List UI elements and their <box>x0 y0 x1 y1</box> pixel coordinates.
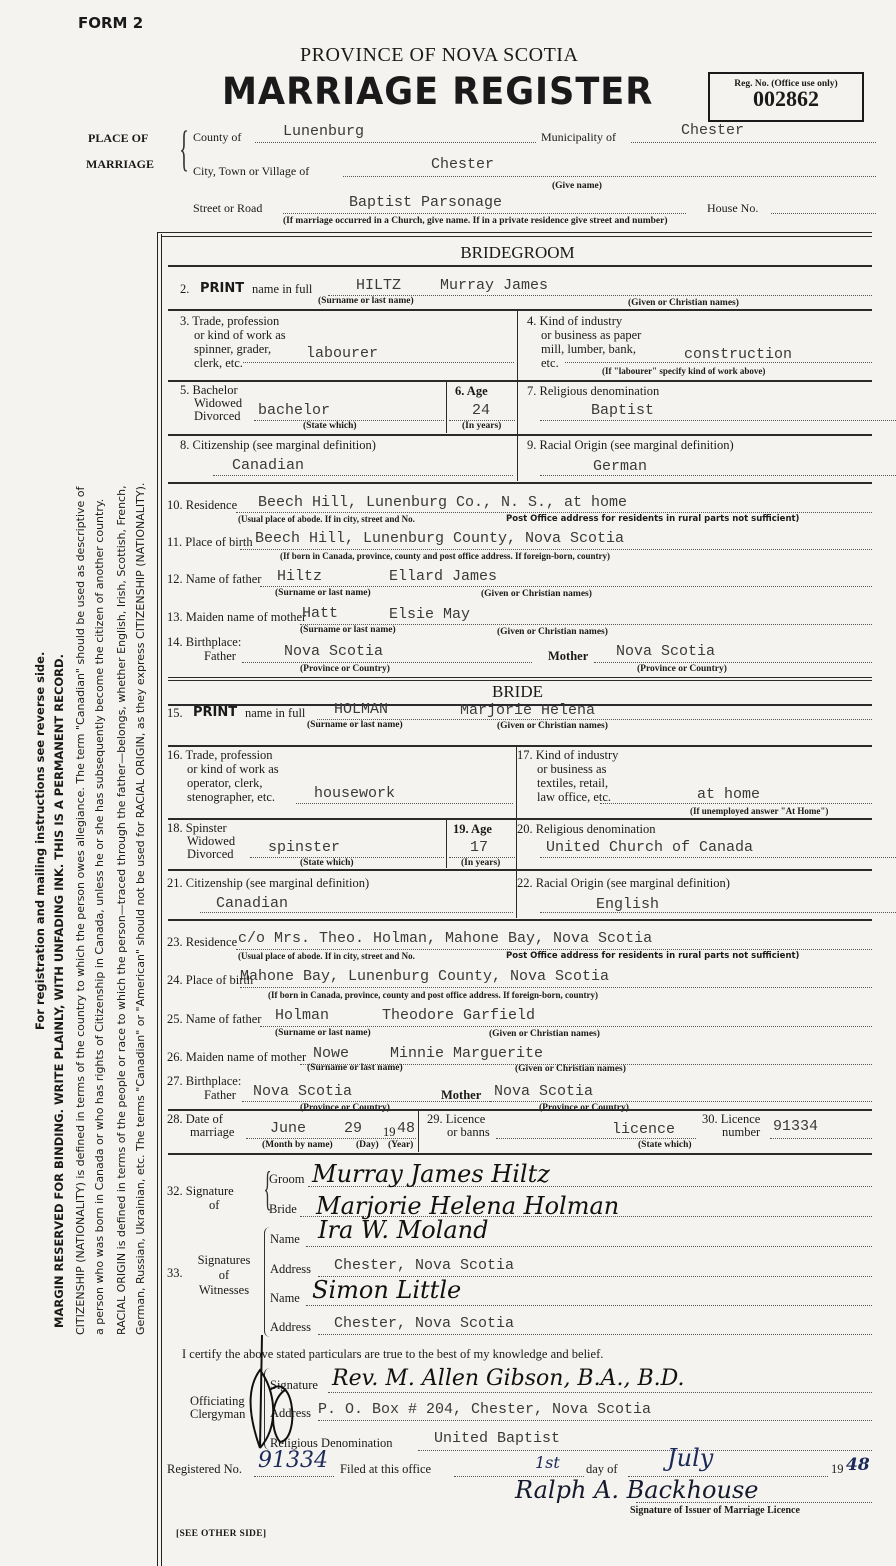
birth-hint: (If born in Canada, province, county and post office address. If foreign-born, country) <box>280 551 611 561</box>
field-number: 2. <box>180 282 190 296</box>
place-of-label: PLACE OF <box>88 131 149 145</box>
clergy-address-label: Address <box>270 1406 311 1420</box>
province-hint: (Province or Country) <box>300 664 390 674</box>
groom-trade: labourer <box>306 345 379 362</box>
bride-heading: BRIDE <box>492 682 543 701</box>
surname-hint: (Surname or last name) <box>307 720 403 730</box>
groom-mother-label: 13. Maiden name of mother <box>167 610 307 624</box>
groom-name-label: name in full <box>252 282 313 296</box>
county-label: County of <box>193 130 242 144</box>
municipality-value: Chester <box>681 122 745 139</box>
given-hint: (Given or Christian names) <box>489 1029 600 1039</box>
margin-citizenship-def-2: a person who was born in Canada or who has rights of Citizenship in Canada, unless he or she has subsequently become the citizen of another country. <box>93 498 106 1335</box>
surname-hint: (Surname or last name) <box>300 625 396 635</box>
marriage-year-prefix: 19 <box>383 1125 396 1139</box>
margin-citizenship-def-1: CITIZENSHIP (NATIONALITY) is defined in terms of the country to which the person owes allegiance. The term "Canadian" should be used as descriptive of <box>74 486 87 1335</box>
birth-hint: (If born in Canada, province, county and post office address. If foreign-born, country) <box>268 990 599 1000</box>
city-row <box>193 156 876 178</box>
groom-father-label: 12. Name of father <box>167 572 262 586</box>
given-hint: (Given or Christian names) <box>515 1064 626 1074</box>
groom-trade-label: 3. Trade, profession or kind of work as spinner, grader, clerk, etc. <box>180 314 286 370</box>
street-row <box>193 194 876 215</box>
groom-age: 24 <box>472 402 491 419</box>
bride-religion-label: 20. Religious denomination <box>517 822 656 836</box>
page-title: MARRIAGE REGISTER <box>222 70 654 113</box>
clergy-address <box>272 1401 651 1418</box>
witness1-address: Chester, Nova Scotia <box>334 1257 515 1274</box>
licence-banns-label: 29. Licence or banns <box>427 1112 490 1139</box>
bride-marital-status: spinster <box>268 839 341 856</box>
groom-age-label: 6. Age <box>455 384 488 398</box>
groom-marital-status: bachelor <box>258 402 331 419</box>
witness1-address-label: Address <box>270 1262 311 1276</box>
bride-father-surname: Holman <box>275 1007 330 1024</box>
in-years-hint: (In years) <box>461 858 501 868</box>
unemployed-hint: (If unemployed answer "At Home") <box>690 806 829 816</box>
groom-industry-label: 4. Kind of industry or business as paper mill, lumber, bank, etc. <box>527 314 642 370</box>
mother-label: Mother <box>548 649 589 663</box>
groom-given-names: Murray James <box>440 277 549 294</box>
bride-residence: c/o Mrs. Theo. Holman, Mahone Bay, Nova Scotia <box>238 930 653 947</box>
marriage-label: MARRIAGE <box>86 157 154 171</box>
groom-birthplace-label: 11. Place of birth <box>167 535 253 549</box>
witness2-address-label: Address <box>270 1320 311 1334</box>
given-hint: (Given or Christian names) <box>497 721 608 731</box>
groom-father-given: Ellard James <box>389 568 498 585</box>
clergy-signature: Rev. M. Allen Gibson, B.A., B.D. <box>332 1366 685 1391</box>
street-hint: (If marriage occurred in a Church, give name. If in a private residence give street and number) <box>283 216 668 226</box>
province-hint: (Province or Country) <box>539 1103 629 1113</box>
marriage-year: 48 <box>397 1120 416 1137</box>
witnesses-label: Signatures of Witnesses <box>197 1253 251 1297</box>
witness2-name-label: Name <box>270 1291 300 1305</box>
filed-month: July <box>667 1444 714 1472</box>
mother-label: Mother <box>441 1088 482 1102</box>
province-heading: PROVINCE OF NOVA SCOTIA <box>300 44 579 66</box>
bride-industry-label: 17. Kind of industry or business as textiles, retail, law office, etc. <box>517 748 619 804</box>
residence-hint: (Usual place of abode. If in city, street and No. <box>238 951 415 961</box>
marriage-month: June <box>270 1120 307 1137</box>
province-hint: (Province or Country) <box>300 1103 390 1113</box>
county-value: Lunenburg <box>283 123 365 140</box>
place-brace: { <box>179 120 189 176</box>
licence-or-banns: licence <box>612 1121 676 1138</box>
residence-hint-bold: Post Office address for residents in rural parts not sufficient) <box>506 951 800 961</box>
bride-name-row <box>167 701 872 731</box>
frame-left-outer <box>157 232 158 1566</box>
state-which-hint: (State which) <box>638 1140 692 1150</box>
witness2-signature: Simon Little <box>312 1276 462 1304</box>
bride-mother-birthplace: Nova Scotia <box>494 1083 594 1100</box>
groom-religion: Baptist <box>591 402 655 419</box>
bride-racial-origin: English <box>596 896 660 913</box>
bride-age-label: 19. Age <box>453 822 492 836</box>
bride-father-label: 25. Name of father <box>167 1012 262 1026</box>
groom-industry: construction <box>684 346 793 363</box>
clergy-denomination-label: Religious Denomination <box>270 1436 393 1450</box>
bride-father-given: Theodore Garfield <box>382 1007 536 1024</box>
given-hint: (Given or Christian names) <box>497 627 608 637</box>
bridegroom-heading: BRIDEGROOM <box>460 243 575 262</box>
clergy-denomination: United Baptist <box>434 1430 561 1447</box>
frame-left-inner <box>161 234 162 1566</box>
bride-status-label: 18. Spinster Widowed Divorced <box>167 821 236 861</box>
licence-number-label: 30. Licence number <box>702 1112 761 1139</box>
reg-number: 002862 <box>753 86 819 111</box>
clergy-address-text: P. O. Box # 204, Chester, Nova Scotia <box>318 1401 652 1418</box>
bride-religion: United Church of Canada <box>546 839 754 856</box>
residence-hint-bold: Post Office address for residents in rural parts not sufficient) <box>506 514 800 524</box>
bride-father-birthplace: Nova Scotia <box>253 1083 353 1100</box>
marriage-day: 29 <box>344 1120 363 1137</box>
print-label: PRINT <box>200 281 245 296</box>
issuer-signature: Ralph A. Backhouse <box>515 1476 759 1504</box>
signature-brace: { <box>263 1162 272 1215</box>
witness1-signature: Ira W. Moland <box>318 1216 489 1244</box>
signature-of-label: 32. Signature of <box>167 1184 234 1212</box>
groom-status-label: 5. Bachelor Widowed Divorced <box>180 383 243 423</box>
given-hint: (Given or Christian names) <box>628 298 739 308</box>
bride-industry: at home <box>697 786 761 803</box>
bride-birthplace: Mahone Bay, Lunenburg County, Nova Scotia <box>240 968 610 985</box>
filed-day: 1st <box>535 1453 560 1472</box>
father-label: Father <box>204 649 236 663</box>
licence-number: 91334 <box>773 1118 819 1135</box>
bride-citizenship: Canadian <box>216 895 289 912</box>
month-hint: (Month by name) <box>262 1140 333 1150</box>
groom-birthplace-parents-label: 14. Birthplace: <box>167 635 242 649</box>
father-label: Father <box>204 1088 236 1102</box>
certify-statement: I certify the above stated particulars are true to the best of my knowledge and belief. <box>182 1347 604 1361</box>
print-label: PRINT <box>193 705 238 720</box>
county-row <box>193 122 876 144</box>
clergy-signature-label: Signature <box>270 1378 318 1392</box>
groom-name-row <box>180 277 872 308</box>
groom-father-birthplace: Nova Scotia <box>284 643 384 660</box>
bride-birthplace-parents-label: 27. Birthplace: <box>167 1074 242 1088</box>
day-hint: (Day) <box>356 1140 379 1150</box>
marriage-date-label: 28. Date of marriage <box>167 1112 235 1139</box>
bride-trade-label: 16. Trade, profession or kind of work as operator, clerk, stenographer, etc. <box>167 748 279 804</box>
bride-birthplace-label: 24. Place of birth <box>167 973 254 987</box>
field-number: 15. <box>167 706 183 720</box>
groom-citizenship: Canadian <box>232 457 305 474</box>
bride-surname: HOLMAN <box>334 701 389 718</box>
bride-residence-label: 23. Residence <box>167 935 238 949</box>
state-which-hint: (State which) <box>300 858 354 868</box>
groom-citizenship-label: 8. Citizenship (see marginal definition) <box>180 438 376 452</box>
handwritten-mark <box>240 1330 320 1460</box>
residence-hint: (Usual place of abode. If in city, street and No. <box>238 514 415 524</box>
groom-sig-label: Groom <box>269 1172 305 1186</box>
filed-year: 48 <box>846 1455 870 1475</box>
bride-mother-surname: Nowe <box>313 1045 350 1062</box>
groom-residence: Beech Hill, Lunenburg Co., N. S., at home <box>258 494 628 511</box>
bride-trade: housework <box>314 785 396 802</box>
filed-year-prefix: 19 <box>831 1462 844 1476</box>
labourer-hint: (If "labourer" specify kind of work above) <box>602 366 766 376</box>
municipality-label: Municipality of <box>541 130 616 144</box>
registered-number: 91334 <box>258 1448 328 1473</box>
province-hint: (Province or Country) <box>637 664 727 674</box>
groom-mother-given: Elsie May <box>389 606 471 623</box>
given-hint: (Given or Christian names) <box>481 589 592 599</box>
groom-surname: HILTZ <box>356 277 402 294</box>
margin-instructions: For registration and mailing instructions see reverse side. <box>33 651 47 1030</box>
groom-signature: Murray James Hiltz <box>312 1160 550 1188</box>
surname-hint: (Surname or last name) <box>275 1028 371 1038</box>
reg-number-label: Reg. No. (Office use only) <box>734 79 838 89</box>
witness-number: 33. <box>167 1266 183 1280</box>
year-hint: (Year) <box>388 1140 414 1150</box>
bride-given-names: Marjorie Helena <box>460 702 596 719</box>
bride-name-label: name in full <box>245 706 306 720</box>
bride-mother-label: 26. Maiden name of mother <box>167 1050 307 1064</box>
margin-racial-def-1: RACIAL ORIGIN is defined in terms of the people or race to which the person—traced through the father—belongs, whether English, Irish, Scottish, French, <box>115 485 128 1335</box>
house-no-label: House No. <box>707 201 759 215</box>
bride-mother-given: Minnie Marguerite <box>390 1045 544 1062</box>
witness2-address: Chester, Nova Scotia <box>334 1315 515 1332</box>
bride-origin-label: 22. Racial Origin (see marginal definition) <box>517 876 730 890</box>
filed-label: Filed at this office <box>340 1462 432 1476</box>
witness1-name-label: Name <box>270 1232 300 1246</box>
margin-binding-notice: MARGIN RESERVED FOR BINDING. WRITE PLAINLY, WITH UNFADING INK. THIS IS A PERMANENT RECORD. <box>52 654 66 1328</box>
in-years-hint: (In years) <box>462 421 502 431</box>
street-value: Baptist Parsonage <box>349 194 503 211</box>
reg-number-box <box>708 72 864 122</box>
day-of-label: day of <box>586 1462 618 1476</box>
surname-hint: (Surname or last name) <box>318 296 414 306</box>
street-label: Street or Road <box>193 201 263 215</box>
groom-mother-surname: Hatt <box>302 605 339 622</box>
margin-racial-def-2: German, Russian, Ukrainian, etc. The terms "Canadian" or "American" should not be used for RACIAL ORIGIN, as they express CITIZENSHIP (NATIONALITY). <box>134 482 147 1335</box>
groom-racial-origin: German <box>593 458 648 475</box>
bride-age: 17 <box>470 839 489 856</box>
bride-sig-label: Bride <box>269 1202 297 1216</box>
surname-hint: (Surname or last name) <box>275 588 371 598</box>
groom-residence-label: 10. Residence <box>167 498 238 512</box>
city-hint: (Give name) <box>552 181 602 191</box>
groom-religion-label: 7. Religious denomination <box>527 384 660 398</box>
officiating-clergyman-label: Officiating Clergyman <box>190 1394 246 1421</box>
registered-no-label: Registered No. <box>167 1462 242 1476</box>
city-label: City, Town or Village of <box>193 164 310 178</box>
groom-father-surname: Hiltz <box>277 568 323 585</box>
groom-mother-birthplace: Nova Scotia <box>616 643 716 660</box>
bride-signature: Marjorie Helena Holman <box>316 1192 620 1220</box>
form-number: FORM 2 <box>78 14 144 32</box>
groom-origin-label: 9. Racial Origin (see marginal definition) <box>527 438 734 452</box>
see-other-side: [SEE OTHER SIDE] <box>176 1529 267 1539</box>
bride-citizenship-label: 21. Citizenship (see marginal definition) <box>167 876 370 890</box>
surname-hint: (Surname or last name) <box>307 1063 403 1073</box>
state-which-hint: (State which) <box>303 421 357 431</box>
city-value: Chester <box>431 156 495 173</box>
groom-birthplace: Beech Hill, Lunenburg County, Nova Scotia <box>255 530 625 547</box>
issuer-label: Signature of Issuer of Marriage Licence <box>630 1505 800 1516</box>
